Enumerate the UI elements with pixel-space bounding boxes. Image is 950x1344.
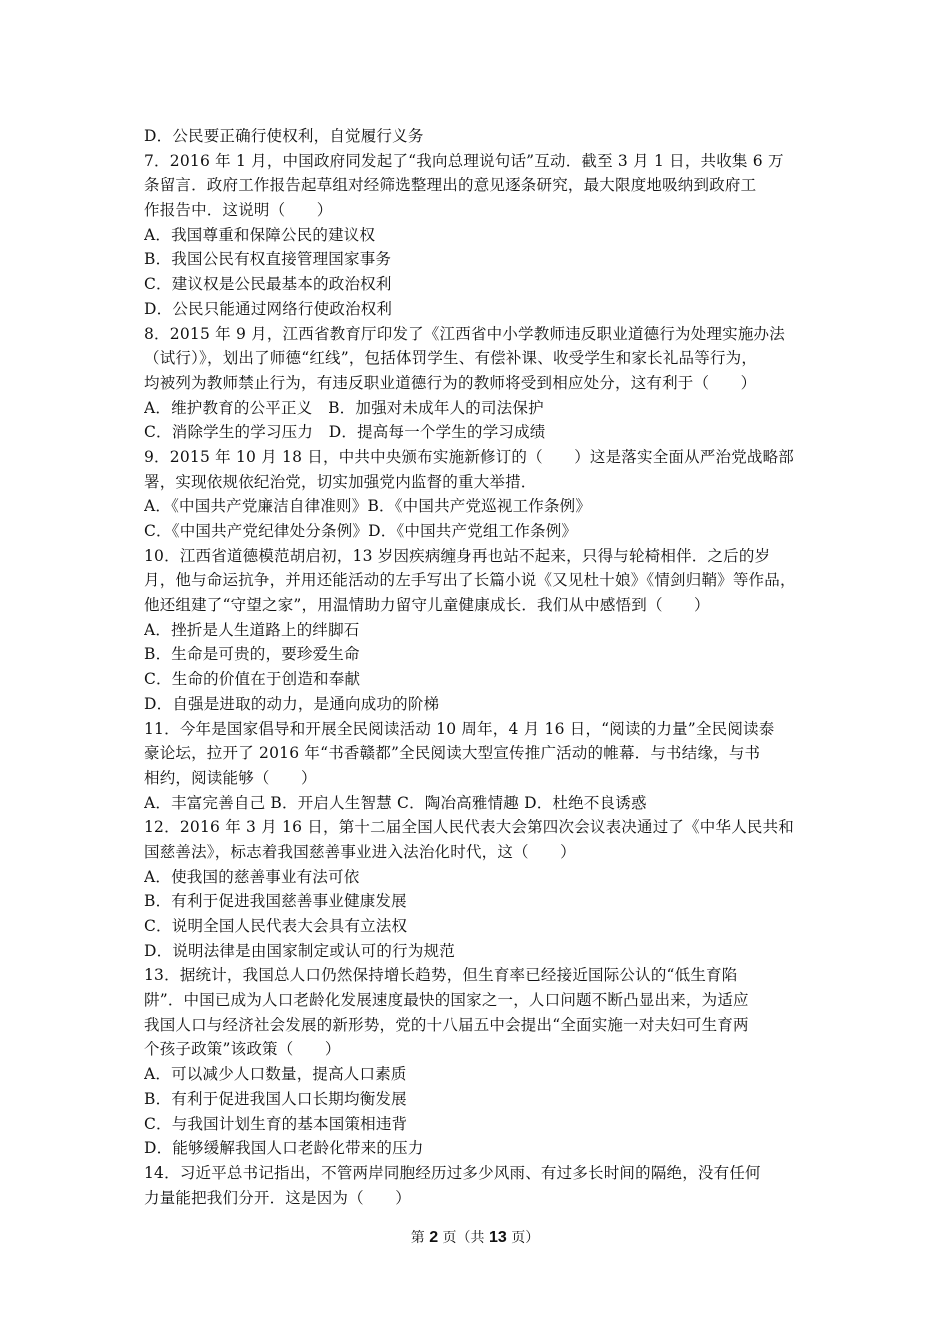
text-line: D．说明法律是由国家制定或认可的行为规范 xyxy=(144,941,455,960)
text-line: C．《中国共产党纪律处分条例》D．《中国共产党组工作条例》 xyxy=(144,522,578,540)
text-line: 阱”．中国已成为人口老龄化发展速度最快的国家之一，人口问题不断凸显出来，为适应 xyxy=(144,991,749,1010)
text-line: 国慈善法》，标志着我国慈善事业进入法治化时代，这（ ） xyxy=(144,842,576,861)
page-footer xyxy=(0,1228,950,1248)
text-line: D．自强是进取的动力，是通向成功的阶梯 xyxy=(144,694,440,713)
text-line: A．维护教育的公平正义 B．加强对未成年人的司法保护 xyxy=(144,398,544,417)
text-line: 月，他与命运抗争，并用还能活动的左手写出了长篇小说《又见杜十娘》《情剑归鞘》等作品， xyxy=(144,571,796,590)
footer-middle: 页（共 xyxy=(438,1230,489,1246)
text-line: 均被列为教师禁止行为，有违反职业道德行为的教师将受到相应处分，这有利于（ ） xyxy=(144,373,757,392)
footer-total-pages: 13 xyxy=(489,1229,507,1246)
footer-suffix: 页） xyxy=(506,1230,540,1246)
text-line: （试行）》，划出了师德“红线”，包括体罚学生、有偿补课、收受学生和家长礼品等行为， xyxy=(144,349,758,368)
text-line: A．使我国的慈善事业有法可依 xyxy=(144,867,360,886)
text-line: 作报告中．这说明（ ） xyxy=(144,201,333,220)
text-line: 署，实现依规依纪治党，切实加强党内监督的重大举措． xyxy=(144,472,537,491)
text-line: C．生命的价值在于创造和奉献 xyxy=(144,670,361,689)
text-line: D．公民只能通过网络行使政治权利 xyxy=(144,299,393,318)
text-line: A．丰富完善自己 B．开启人生智慧 C．陶冶高雅情趣 D．杜绝不良诱惑 xyxy=(144,793,647,812)
text-line: A．我国尊重和保障公民的建议权 xyxy=(144,225,376,244)
text-line: 14．习近平总书记指出，不管两岸同胞经历过多少风雨、有过多长时间的隔绝，没有任何 xyxy=(144,1163,761,1182)
text-line: 我国人口与经济社会发展的新形势，党的十八届五中会提出“全面实施一对夫妇可生育两 xyxy=(144,1015,749,1034)
text-line: B．有利于促进我国慈善事业健康发展 xyxy=(144,892,407,911)
text-line: C．消除学生的学习压力 D．提高每一个学生的学习成绩 xyxy=(144,423,546,442)
text-line: 力量能把我们分开．这是因为（ ） xyxy=(144,1188,411,1207)
text-line: 7．2016 年 1 月，中国政府同发起了“我向总理说句话”互动．截至 3 月 1 日，共收集 6 万 xyxy=(144,151,784,170)
text-line: 条留言．政府工作报告起草组对经筛选整理出的意见逐条研究，最大限度地吸纳到政府工 xyxy=(144,176,757,195)
text-line: 个孩子政策”该政策（ ） xyxy=(144,1040,341,1059)
text-line: C．建议权是公民最基本的政治权利 xyxy=(144,275,392,294)
text-line: 11．今年是国家倡导和开展全民阅读活动 10 周年，4 月 16 日，“阅读的力量”全民阅读泰 xyxy=(144,719,775,738)
text-line: A．可以减少人口数量，提高人口素质 xyxy=(144,1065,407,1084)
page-content xyxy=(144,124,816,1210)
text-line: 12．2016 年 3 月 16 日，第十二届全国人民代表大会第四次会议表决通过了《中华人民共和 xyxy=(144,818,794,837)
text-line: 8．2015 年 9 月，江西省教育厅印发了《江西省中小学教师违反职业道德行为处理实施办法 xyxy=(144,324,785,343)
text-line: B．生命是可贵的，要珍爱生命 xyxy=(144,645,360,664)
text-line: B．有利于促进我国人口长期均衡发展 xyxy=(144,1089,407,1108)
text-line: C．与我国计划生育的基本国策相违背 xyxy=(144,1114,408,1133)
text-line: C．说明全国人民代表大会具有立法权 xyxy=(144,917,408,935)
footer-prefix: 第 xyxy=(410,1230,430,1246)
text-line: D．公民要正确行使权利，自觉履行义务 xyxy=(144,127,424,145)
footer-page-number: 2 xyxy=(429,1229,439,1246)
text-line: B．我国公民有权直接管理国家事务 xyxy=(144,250,392,269)
text-line: 相约，阅读能够（ ） xyxy=(144,768,317,787)
text-line: 豪论坛，拉开了 2016 年“书香赣都”全民阅读大型宣传推广活动的帷幕．与书结缘，与书 xyxy=(144,744,761,763)
text-line: 13．据统计，我国总人口仍然保持增长趋势，但生育率已经接近国际公认的“低生育陷 xyxy=(144,966,738,985)
text-line: 他还组建了“守望之家”，用温情助力留守儿童健康成长．我们从中感悟到（ ） xyxy=(144,596,710,615)
text-line: D．能够缓解我国人口老龄化带来的压力 xyxy=(144,1139,424,1158)
text-line: 10．江西省道德模范胡启初，13 岁因疾病缠身再也站不起来，只得与轮椅相伴．之后的岁 xyxy=(144,546,771,565)
text-line: 9．2015 年 10 月 18 日，中共中央颁布实施新修订的（ ）这是落实全面从严治党战略部 xyxy=(144,447,794,466)
text-line: A．《中国共产党廉洁自律准则》B．《中国共产党巡视工作条例》 xyxy=(144,497,592,516)
text-line: A．挫折是人生道路上的绊脚石 xyxy=(144,620,360,639)
